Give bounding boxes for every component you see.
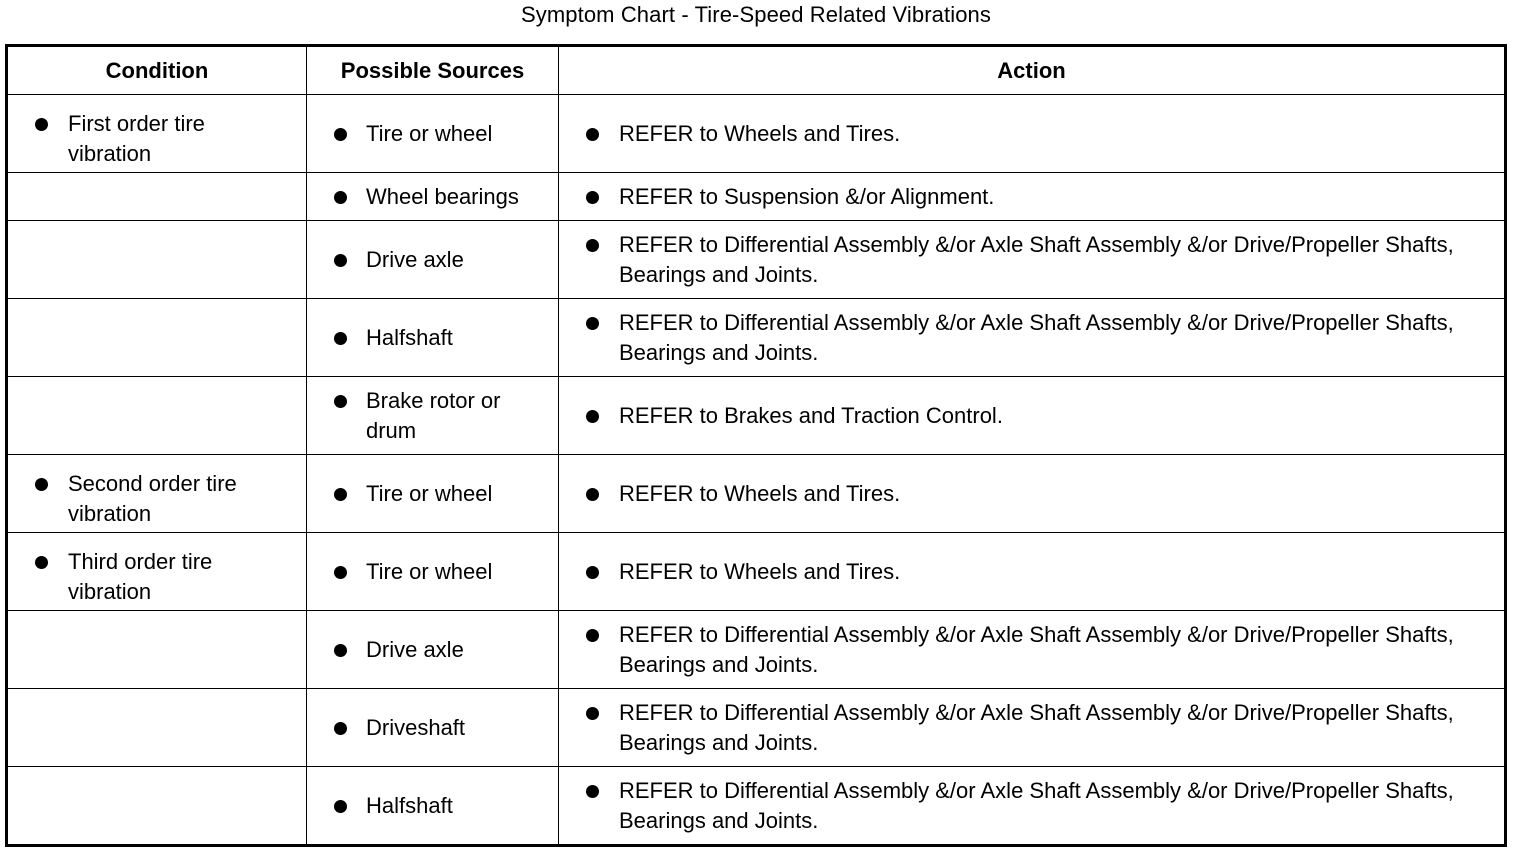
bullet-icon <box>334 128 347 141</box>
source-cell <box>307 533 559 611</box>
bullet-icon <box>334 488 347 501</box>
table-row <box>7 95 1506 173</box>
action-text: REFER to Wheels and Tires. <box>619 480 901 506</box>
action-text: REFER to Differential Assembly &/or Axle Shaft Assembly &/or Drive/Propeller Shafts, Bearings and Joints. <box>619 309 1454 365</box>
source-text: Wheel bearings <box>366 183 519 209</box>
condition-cell-empty <box>7 221 307 299</box>
action-text: REFER to Differential Assembly &/or Axle Shaft Assembly &/or Drive/Propeller Shafts, Bearings and Joints. <box>619 231 1454 287</box>
bullet-icon <box>334 254 347 267</box>
action-text: REFER to Brakes and Traction Control. <box>619 402 1003 428</box>
bullet-icon <box>586 488 599 501</box>
source-text: Halfshaft <box>366 324 453 350</box>
action-cell <box>559 533 1506 611</box>
action-text: REFER to Suspension &/or Alignment. <box>619 183 995 209</box>
symptom-table <box>5 44 1507 847</box>
bullet-icon <box>586 707 599 720</box>
action-text: REFER to Differential Assembly &/or Axle Shaft Assembly &/or Drive/Propeller Shafts, Bearings and Joints. <box>619 621 1454 677</box>
bullet-icon <box>334 191 347 204</box>
bullet-icon <box>35 118 48 131</box>
header-possible-sources: Possible Sources <box>307 46 559 95</box>
bullet-icon <box>334 395 347 408</box>
source-cell <box>307 95 559 173</box>
bullet-icon <box>586 410 599 423</box>
header-action: Action <box>559 46 1506 95</box>
action-cell <box>559 767 1506 846</box>
chart-title: Symptom Chart - Tire-Speed Related Vibrations <box>521 2 991 27</box>
source-cell <box>307 611 559 689</box>
table-row <box>7 221 1506 299</box>
bullet-icon <box>334 566 347 579</box>
table-row <box>7 689 1506 767</box>
source-text: Tire or wheel <box>366 480 493 506</box>
action-cell <box>559 95 1506 173</box>
bullet-icon <box>35 556 48 569</box>
source-cell <box>307 173 559 221</box>
source-text: Drive axle <box>366 636 464 662</box>
source-text: Driveshaft <box>366 714 466 740</box>
table-row <box>7 377 1506 455</box>
bullet-icon <box>334 332 347 345</box>
source-text: Halfshaft <box>366 792 453 818</box>
bullet-icon <box>586 566 599 579</box>
condition-text: Third order tire vibration <box>68 548 213 604</box>
table-row <box>7 533 1506 611</box>
action-text: REFER to Differential Assembly &/or Axle Shaft Assembly &/or Drive/Propeller Shafts, Bearings and Joints. <box>619 699 1454 755</box>
action-cell <box>559 221 1506 299</box>
condition-cell-empty <box>7 767 307 846</box>
table-row <box>7 455 1506 533</box>
bullet-icon <box>334 800 347 813</box>
source-text: Drive axle <box>366 246 464 272</box>
condition-cell-empty <box>7 689 307 767</box>
bullet-icon <box>334 644 347 657</box>
source-cell <box>307 689 559 767</box>
condition-cell-empty <box>7 173 307 221</box>
action-text: REFER to Wheels and Tires. <box>619 558 901 584</box>
table-row <box>7 767 1506 846</box>
action-cell <box>559 377 1506 455</box>
condition-cell <box>7 455 307 533</box>
bullet-icon <box>586 128 599 141</box>
bullet-icon <box>586 239 599 252</box>
bullet-icon <box>586 191 599 204</box>
header-condition: Condition <box>7 46 307 95</box>
bullet-icon <box>586 629 599 642</box>
action-text: REFER to Wheels and Tires. <box>619 120 901 146</box>
condition-cell <box>7 95 307 173</box>
condition-cell <box>7 533 307 611</box>
table-row <box>7 299 1506 377</box>
source-cell <box>307 455 559 533</box>
condition-cell-empty <box>7 611 307 689</box>
table-row <box>7 611 1506 689</box>
action-cell <box>559 173 1506 221</box>
action-cell <box>559 611 1506 689</box>
source-cell <box>307 221 559 299</box>
action-text: REFER to Differential Assembly &/or Axle Shaft Assembly &/or Drive/Propeller Shafts, Bearings and Joints. <box>619 777 1454 833</box>
condition-text: First order tire vibration <box>68 110 205 166</box>
source-text: Tire or wheel <box>366 120 493 146</box>
source-cell <box>307 767 559 846</box>
bullet-icon <box>35 478 48 491</box>
source-cell <box>307 377 559 455</box>
action-cell <box>559 455 1506 533</box>
source-text: Brake rotor or drum <box>366 387 501 443</box>
action-cell <box>559 299 1506 377</box>
source-cell <box>307 299 559 377</box>
bullet-icon <box>586 317 599 330</box>
action-cell <box>559 689 1506 767</box>
condition-cell-empty <box>7 299 307 377</box>
header-row <box>7 46 1506 95</box>
table-row <box>7 173 1506 221</box>
bullet-icon <box>334 722 347 735</box>
condition-text: Second order tire vibration <box>68 470 237 526</box>
bullet-icon <box>586 785 599 798</box>
condition-cell-empty <box>7 377 307 455</box>
source-text: Tire or wheel <box>366 558 493 584</box>
